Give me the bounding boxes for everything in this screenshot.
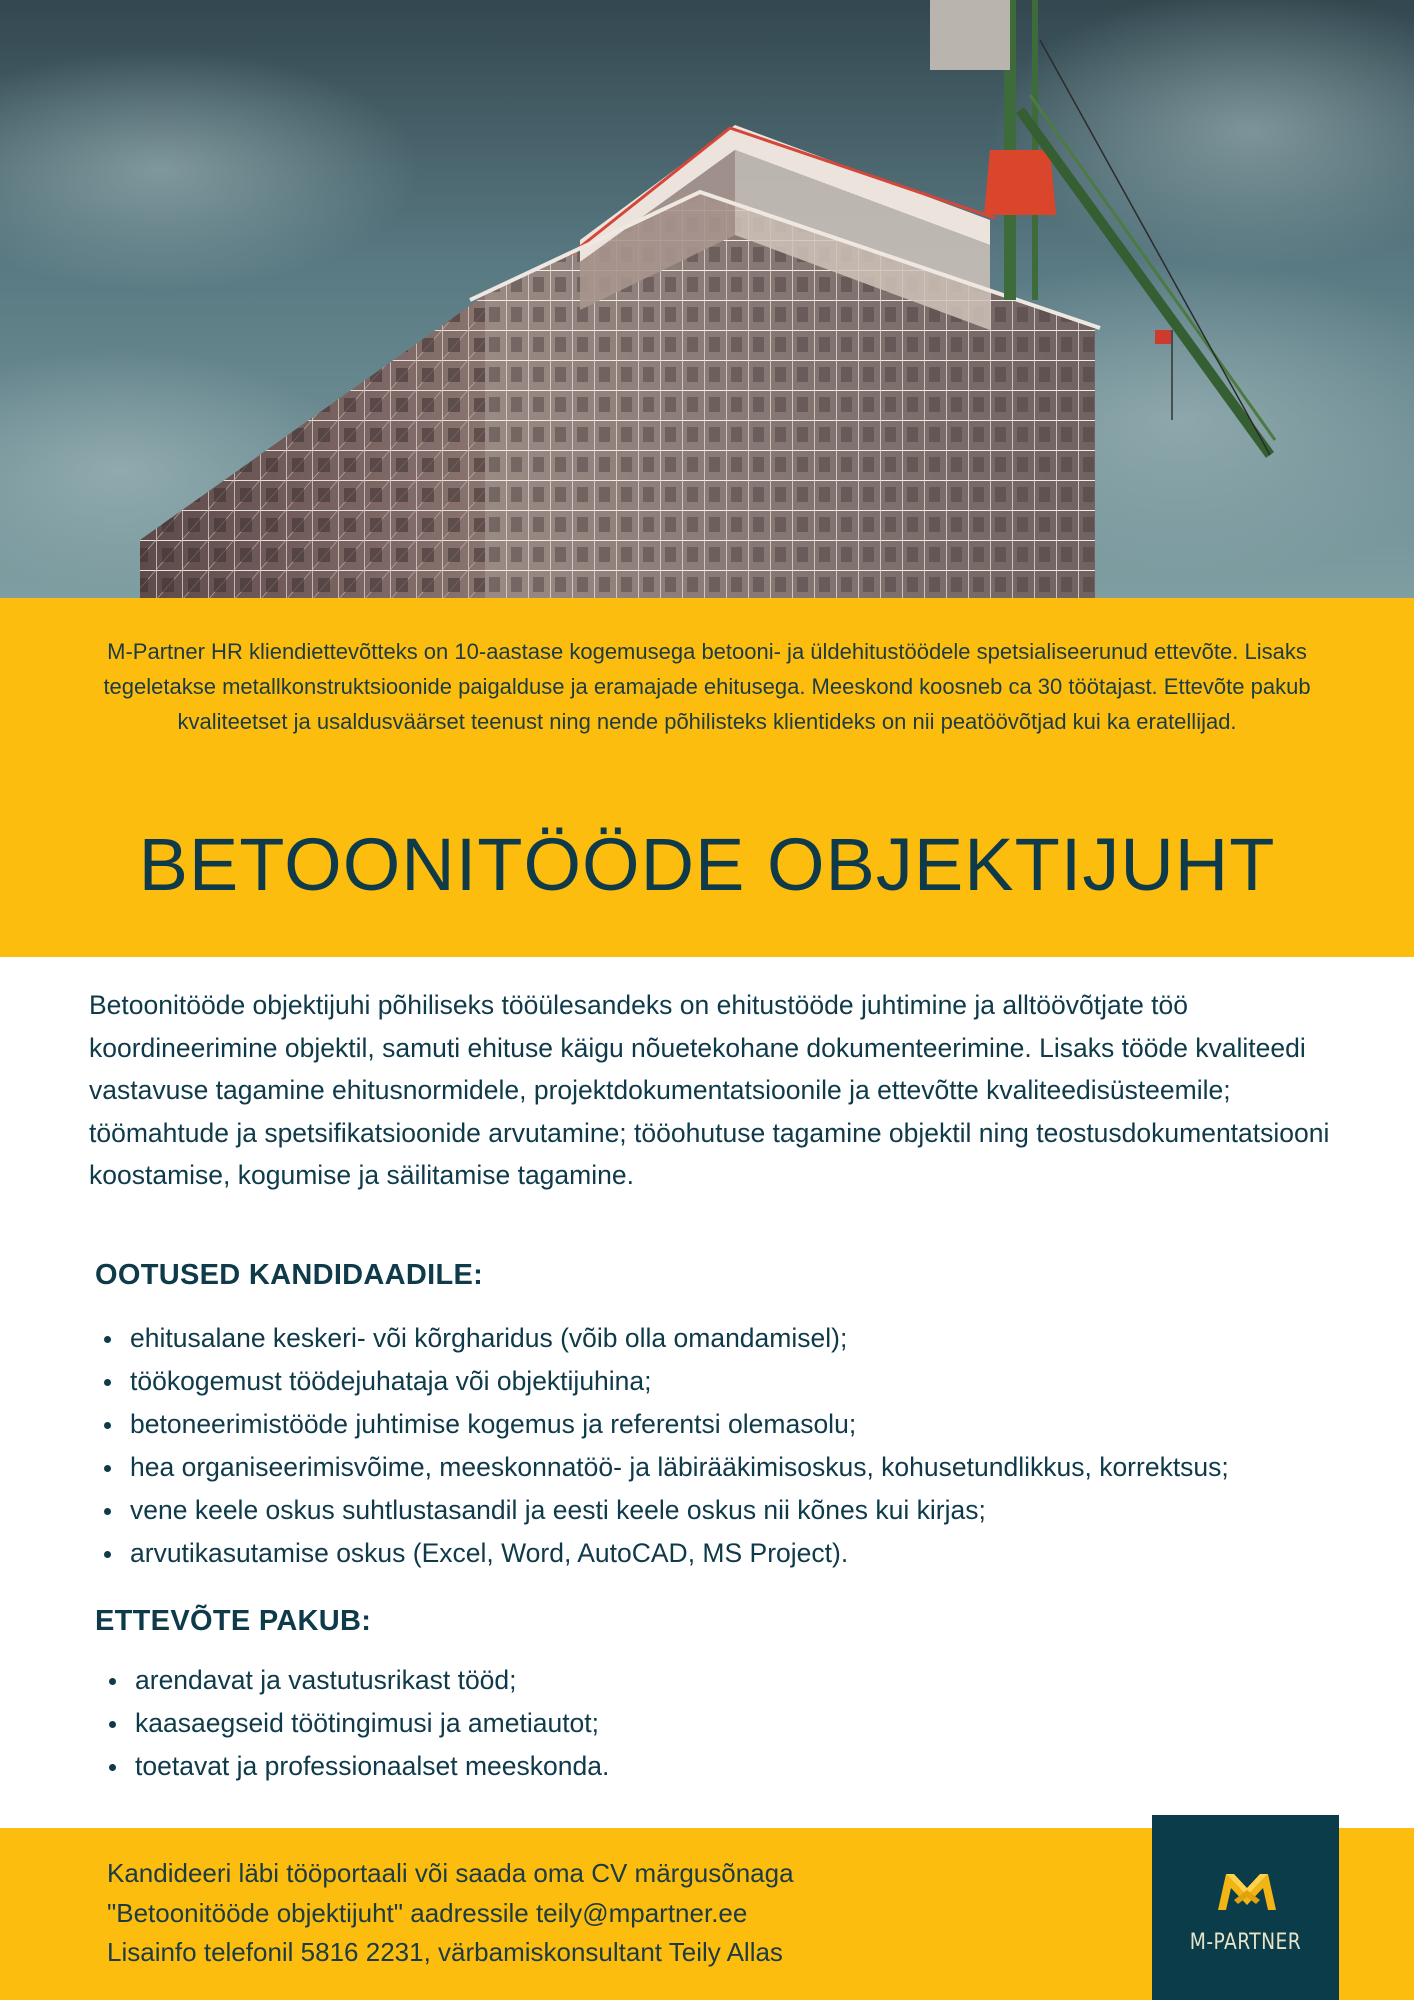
requirements-list [96,1317,1229,1575]
offer-list [101,1659,609,1788]
requirements-heading: OOTUSED KANDIDAADILE: [95,1259,484,1291]
job-title: BETOONITÖÖDE OBJEKTIJUHT [138,823,1276,906]
list-item: hea organiseerimisvõime, meeskonnatöö- ja läbirääkimisoskus, kohusetundlikkus, korrektsus; [96,1446,1229,1489]
list-item: töökogemust töödejuhataja või objektijuhina; [96,1360,1229,1403]
contact-info [107,1854,794,1973]
intro-band [0,598,1414,957]
offer-heading: ETTEVÕTE PAKUB: [95,1605,372,1637]
list-item: ehitusalane keskeri- või kõrgharidus (võib olla omandamisel); [96,1317,1229,1360]
job-description: Betoonitööde objektijuhi põhiliseks tööülesandeks on ehitustööde juhtimine ja alltöövõtjate töö koordineerimine objektil, samuti ehituse käigu nõuetekohane dokumenteerimine. Lisaks tööde kvaliteedi vastavuse tagamine ehitusnormidele, projektdokumentatsioonile ja ettevõtte kvaliteedisüsteemile; töömahtude ja spetsifikatsioonide arvutamine; tööohutuse tagamine objektil ning teostusdokumentatsiooni koostamise, kogumise ja säilitamise tagamine. [89,990,1330,1190]
contact-line-phone: Lisainfo telefonil 5816 2231, värbamiskonsultant Teily Allas [107,1937,783,1967]
list-item: toetavat ja professionaalset meeskonda. [101,1745,609,1788]
contact-line-apply: Kandideeri läbi tööportaali või saada oma CV märgusõnaga [107,1858,794,1888]
list-item: kaasaegseid töötingimusi ja ametiautot; [101,1702,609,1745]
hero-construction-photo [0,0,1414,598]
list-item: arvutikasutamise oskus (Excel, Word, AutoCAD, MS Project). [96,1532,1229,1575]
list-item: vene keele oskus suhtlustasandil ja eesti keele oskus nii kõnes kui kirjas; [96,1489,1229,1532]
list-item: betoneerimistööde juhtimise kogemus ja referentsi olemasolu; [96,1403,1229,1446]
contact-line-email[interactable]: "Betoonitööde objektijuht" aadressile teily@mpartner.ee [107,1897,748,1928]
m-partner-logo [1152,1815,1339,2000]
company-intro-text: M-Partner HR kliendiettevõtteks on 10-aastase kogemusega betooni- ja üldehitustöödele spetsialiseerunud ettevõte. Lisaks tegeletakse metallkonstruktsioonide paigalduse ja eramajade ehitusega. Meeskond koosneb ca 30 töötajast. Ettevõte pakub kvaliteetset ja usaldusväärset teenust ning nende põhilisteks klientideks on nii peatöövõtjad kui ka eratellijad. [103,639,1311,734]
m-partner-logo-icon [1216,1870,1278,1912]
logo-wordmark: M-PARTNER [1189,1930,1302,1955]
list-item: arendavat ja vastutusrikast tööd; [101,1659,609,1702]
